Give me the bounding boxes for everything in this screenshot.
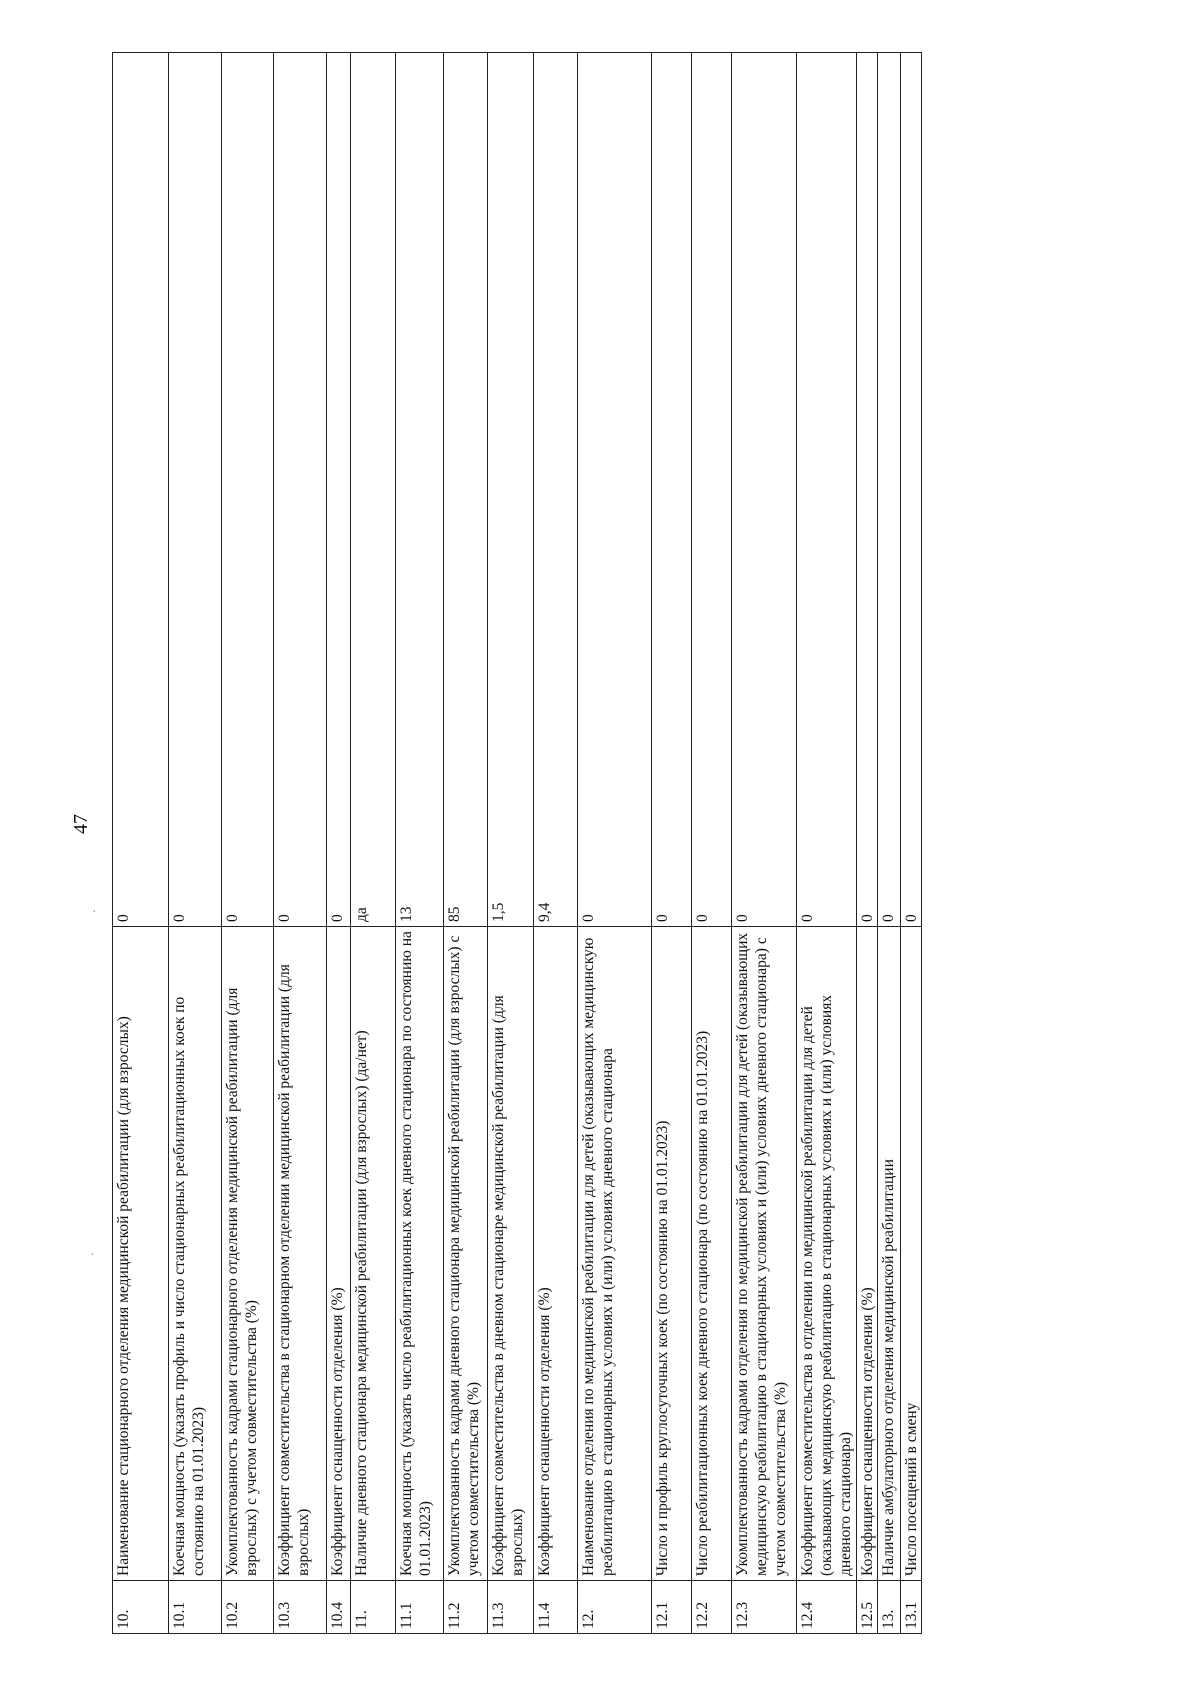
row-value: 0 <box>732 53 797 927</box>
table-row <box>732 53 797 1634</box>
row-value: 13 <box>396 53 444 927</box>
row-name: Число реабилитационных коек дневного стационара (по состоянию на 01.01.2023) <box>692 927 732 1581</box>
row-number: 12.3 <box>732 1581 797 1634</box>
row-value: 0 <box>857 53 878 927</box>
row-name: Коэффициент совместительства в дневном стационаре медицинской реабилитации (для взрослых) <box>488 927 534 1581</box>
row-value: 0 <box>878 53 901 927</box>
table-row <box>878 53 901 1634</box>
row-number: 13. <box>878 1581 901 1634</box>
row-number: 11. <box>351 1581 396 1634</box>
row-value: 0 <box>652 53 692 927</box>
table-body <box>113 53 922 1634</box>
row-name: Наименование стационарного отделения медицинской реабилитации (для взрослых) <box>113 927 169 1581</box>
row-number: 10.3 <box>274 1581 327 1634</box>
row-name: Наименование отделения по медицинской реабилитации для детей (оказывающих медицинскую реабилитацию в стационарных условиях и (или) условиях дневного стационара <box>578 927 652 1581</box>
table-row <box>351 53 396 1634</box>
scan-mark: · <box>92 905 97 920</box>
row-name: Укомплектованность кадрами дневного стационара медицинской реабилитации (для взрослых) с учетом совместительства (%) <box>444 927 488 1581</box>
row-number: 10.4 <box>327 1581 351 1634</box>
row-value: да <box>351 53 396 927</box>
row-name: Укомплектованность кадрами стационарного отделения медицинской реабилитации (для взрослых) с учетом совместительства (%) <box>222 927 274 1581</box>
table-row <box>169 53 222 1634</box>
table-row <box>534 53 578 1634</box>
page-number: 47 <box>70 814 92 834</box>
row-number: 12. <box>578 1581 652 1634</box>
table-row <box>444 53 488 1634</box>
row-name: Укомплектованность кадрами отделения по медицинской реабилитации для детей (оказывающих медицинскую реабилитацию в стационарных условиях и (или) условиях дневного стационара) с учетом совместительства (%) <box>732 927 797 1581</box>
table-row <box>327 53 351 1634</box>
table-row <box>692 53 732 1634</box>
row-value: 0 <box>327 53 351 927</box>
row-number: 12.5 <box>857 1581 878 1634</box>
row-name: Число и профиль круглосуточных коек (по состоянию на 01.01.2023) <box>652 927 692 1581</box>
row-value: 0 <box>692 53 732 927</box>
row-number: 11.2 <box>444 1581 488 1634</box>
rotated-page <box>70 52 1035 1634</box>
data-table <box>112 52 922 1634</box>
row-number: 10.2 <box>222 1581 274 1634</box>
row-value: 0 <box>222 53 274 927</box>
row-number: 10. <box>113 1581 169 1634</box>
row-name: Число посещений в смену <box>901 927 922 1581</box>
row-number: 11.3 <box>488 1581 534 1634</box>
table-row <box>578 53 652 1634</box>
row-value: 0 <box>901 53 922 927</box>
row-number: 11.4 <box>534 1581 578 1634</box>
row-value: 1,5 <box>488 53 534 927</box>
row-name: Наличие дневного стационара медицинской реабилитации (для взрослых) (да/нет) <box>351 927 396 1581</box>
row-name: Коэффициент совместительства в стационарном отделении медицинской реабилитации (для взрослых) <box>274 927 327 1581</box>
row-value: 85 <box>444 53 488 927</box>
table-row <box>274 53 327 1634</box>
row-value: 0 <box>797 53 857 927</box>
row-number: 12.2 <box>692 1581 732 1634</box>
row-name: Коечная мощность (указать профиль и число стационарных реабилитационных коек по состоянию на 01.01.2023) <box>169 927 222 1581</box>
table-row <box>113 53 169 1634</box>
row-name: Коэффициент оснащенности отделения (%) <box>857 927 878 1581</box>
table-row <box>222 53 274 1634</box>
table-row <box>652 53 692 1634</box>
row-number: 12.1 <box>652 1581 692 1634</box>
row-name: Коэффициент совместительства в отделении по медицинской реабилитации для детей (оказывающих медицинскую реабилитацию в стационарных условиях и (или) условиях дневного стационара) <box>797 927 857 1581</box>
row-value: 0 <box>274 53 327 927</box>
scan-mark: · <box>90 1248 95 1263</box>
row-value: 0 <box>113 53 169 927</box>
row-name: Наличие амбулаторного отделения медицинской реабилитации <box>878 927 901 1581</box>
row-number: 12.4 <box>797 1581 857 1634</box>
table-row <box>901 53 922 1634</box>
row-number: 13.1 <box>901 1581 922 1634</box>
row-name: Коечная мощность (указать число реабилитационных коек дневного стационара по состоянию на 01.01.2023) <box>396 927 444 1581</box>
table-row <box>396 53 444 1634</box>
row-name: Коэффициент оснащенности отделения (%) <box>534 927 578 1581</box>
table-row <box>797 53 857 1634</box>
row-number: 11.1 <box>396 1581 444 1634</box>
table-row <box>488 53 534 1634</box>
row-value: 0 <box>578 53 652 927</box>
row-number: 10.1 <box>169 1581 222 1634</box>
row-name: Коэффициент оснащенности отделения (%) <box>327 927 351 1581</box>
table-row <box>857 53 878 1634</box>
row-value: 0 <box>169 53 222 927</box>
row-value: 9,4 <box>534 53 578 927</box>
